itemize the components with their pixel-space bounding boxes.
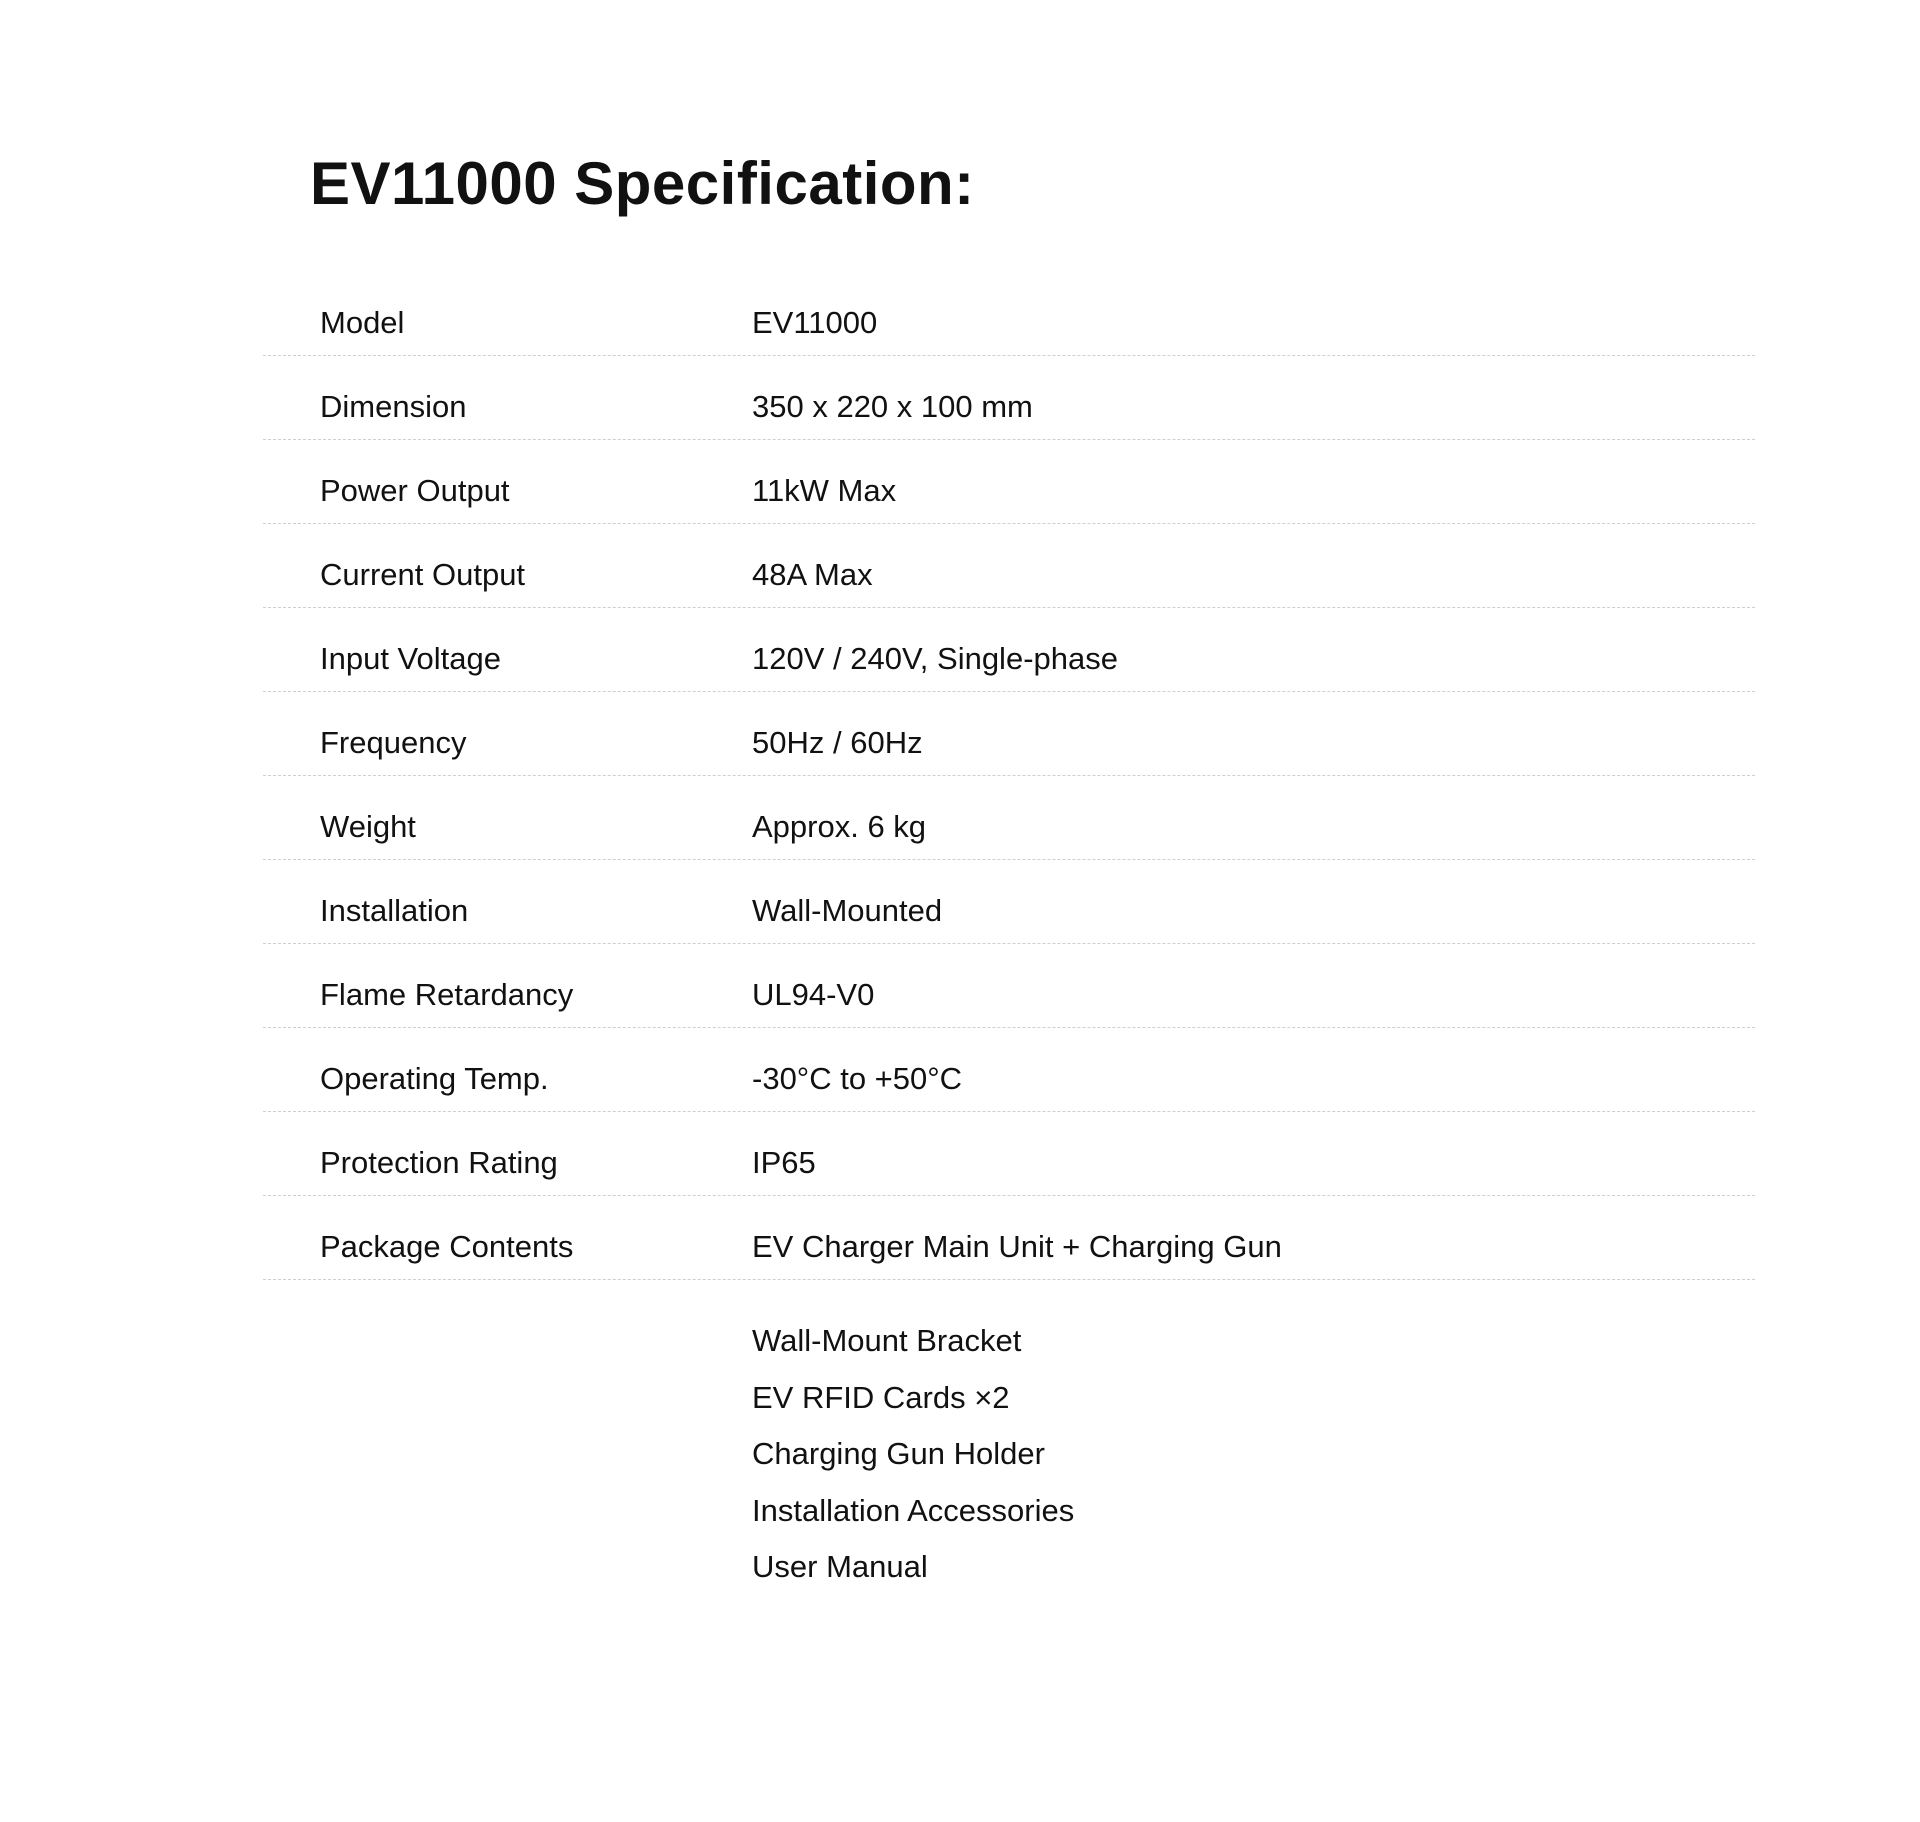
spec-row-flame-retardancy — [263, 944, 1755, 1028]
spec-value: UL94-V0 — [752, 977, 875, 1012]
spec-label: Dimension — [320, 389, 467, 424]
spec-row-power-output — [263, 440, 1755, 524]
spec-row-input-voltage — [263, 608, 1755, 692]
spec-value: 350 x 220 x 100 mm — [752, 389, 1033, 424]
spec-label: Installation — [320, 893, 469, 928]
spec-label: Model — [320, 305, 405, 340]
spec-row-frequency — [263, 692, 1755, 776]
list-item: User Manual — [752, 1549, 928, 1584]
spec-label: Flame Retardancy — [320, 977, 574, 1012]
spec-label: Current Output — [320, 557, 526, 592]
spec-value: IP65 — [752, 1145, 816, 1180]
list-item: Installation Accessories — [752, 1492, 1075, 1528]
spec-row-package-contents — [263, 1196, 1755, 1280]
list-item: Charging Gun Holder — [752, 1436, 1045, 1471]
spec-row-current-output — [263, 524, 1755, 608]
spec-value: -30°C to +50°C — [752, 1061, 963, 1096]
list-item: Wall-Mount Bracket — [752, 1323, 1022, 1358]
spec-label: Power Output — [320, 473, 510, 508]
spec-value: EV Charger Main Unit + Charging Gun — [752, 1229, 1282, 1264]
spec-label: Frequency — [320, 725, 467, 760]
spec-value: 48A Max — [752, 557, 873, 592]
spec-row-weight — [263, 776, 1755, 860]
spec-value: Wall-Mounted — [752, 893, 943, 928]
spec-value: 11kW Max — [752, 473, 897, 508]
spec-row-operating-temp — [263, 1028, 1755, 1112]
spec-label: Protection Rating — [320, 1145, 558, 1180]
spec-row-protection-rating — [263, 1112, 1755, 1196]
page-title: EV11000 Specification: — [310, 150, 975, 217]
spec-value: EV11000 — [752, 305, 878, 340]
spec-label: Operating Temp. — [320, 1061, 549, 1096]
spec-row-dimension — [263, 356, 1755, 440]
spec-label: Input Voltage — [320, 641, 501, 676]
package-contents-list — [752, 1313, 1074, 1596]
spec-row-installation — [263, 860, 1755, 944]
spec-value: 120V / 240V, Single-phase — [752, 641, 1118, 676]
spec-value: Approx. 6 kg — [752, 809, 927, 844]
spec-label: Package Contents — [320, 1229, 574, 1264]
spec-table — [263, 272, 1755, 1280]
list-item: EV RFID Cards ×2 — [752, 1379, 1010, 1415]
spec-row-model — [263, 272, 1755, 356]
spec-value: 50Hz / 60Hz — [752, 725, 923, 760]
spec-label: Weight — [320, 809, 416, 844]
